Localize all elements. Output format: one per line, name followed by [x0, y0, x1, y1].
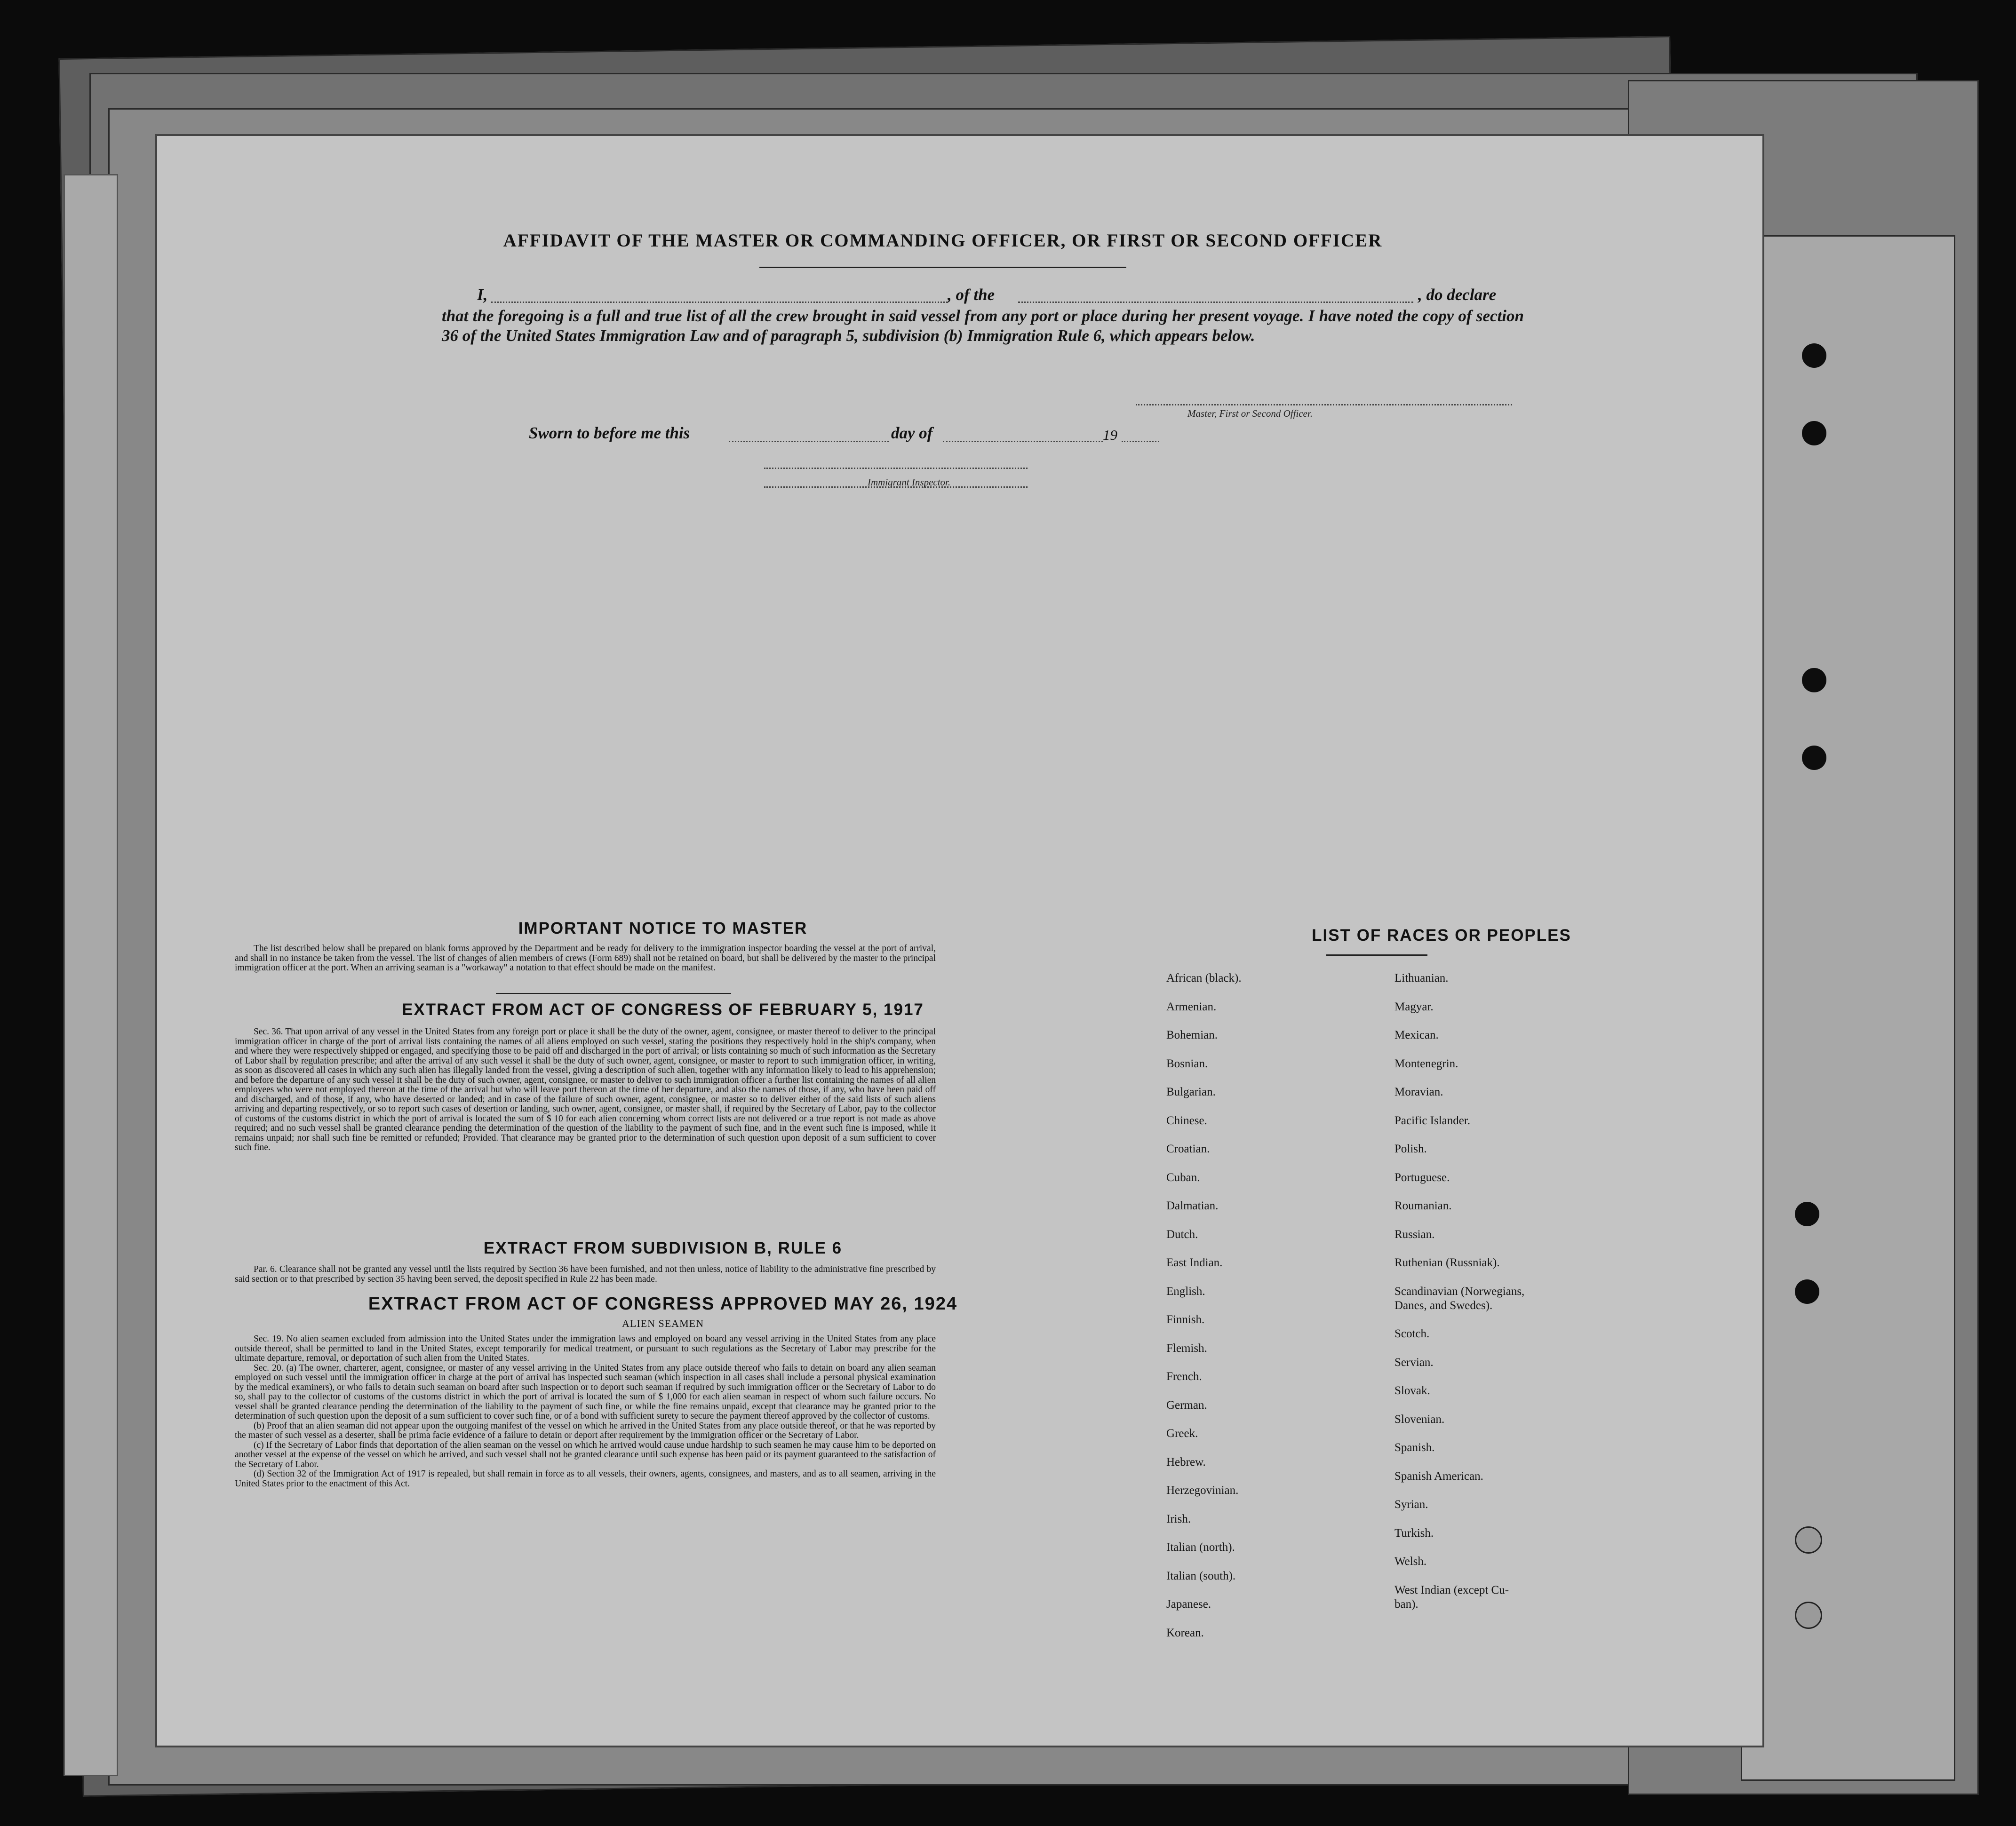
race-list-item: Herzegovinian. [1166, 1484, 1239, 1497]
race-list-item: Slovenian. [1394, 1413, 1445, 1426]
inspector-signature-line[interactable] [764, 468, 1028, 469]
race-list-item: Mexican. [1394, 1029, 1439, 1041]
race-list-item: Finnish. [1166, 1313, 1205, 1326]
sec-20d-paragraph: (d) Section 32 of the Immigration Act of 1917 is repealed, but shall remain in force as to all vessels, their owners, agents, consignees, and masters, and as to all seamen, arriving in the United States prior to the enactment of this Act. [235, 1469, 936, 1489]
race-list-item: Italian (north). [1166, 1541, 1235, 1554]
name-blank-line[interactable] [491, 302, 948, 303]
punch-hole [1795, 1602, 1822, 1629]
declaration-of-the: , of the [948, 286, 995, 304]
punch-hole [1802, 343, 1826, 368]
extract-1924-text [235, 1334, 936, 1489]
race-list-item: Scandinavian (Norwegians, [1394, 1285, 1525, 1298]
race-list-item: Welsh. [1394, 1555, 1427, 1568]
sec-20c-paragraph: (c) If the Secretary of Labor finds that deportation of the alien seaman on the vessel on which he arrived would cause undue hardship to such seamen he may cause him to be deported on another vessel at the expense of the vessel on which he arrived, and such vessel shall not be granted clearance until such expense has been paid or its payment guaranteed to the satisfaction of the Secretary of Labor. [235, 1440, 936, 1469]
extract-rule6-text: Par. 6. Clearance shall not be granted any vessel until the lists required by Section 36 have been furnished, and not then unless, notice of liability to the administrative fine prescribed by said section or to that prescribed by section 35 having been served, the deposit specified in Rule 22 has been made. [235, 1264, 936, 1284]
punch-hole [1802, 421, 1826, 445]
race-list-item: Turkish. [1394, 1526, 1434, 1540]
punch-hole [1795, 1202, 1819, 1226]
left-edge-page [64, 174, 118, 1776]
race-list-item: Montenegrin. [1394, 1057, 1458, 1070]
race-list-item: German. [1166, 1398, 1207, 1412]
sec-20a-paragraph: Sec. 20. (a) The owner, charterer, agent, consignee, or master of any vessel arriving in the United States from any place outside thereof who fails to detain on board any alien seaman employed on such vessel until the immigration officer in charge at the port of arrival has inspected such seaman (which inspection in all cases shall include a personal physical examination by the medical examiners), or who fails to detain such seaman on board after such inspection or to deport such seaman if required by such immigration officer or the Secretary of Labor to do so, shall pay to the collector of customs of the customs district in which the port of arrival is located the sum of $ 1,000 for each alien seaman in respect of whom such failure occurs. No vessel shall be granted clearance pending the determination of the liability to the payment of such fine, or while the fine remains unpaid, except that clearance may be granted prior to the determination of such question upon the deposit of a sum sufficient to cover such fine, or of a bond with sufficient surety to secure the payment thereof approved by the collector of customs. [235, 1363, 936, 1421]
race-list-item: Russian. [1394, 1228, 1435, 1241]
race-list-item: Pacific Islander. [1394, 1114, 1471, 1127]
sworn-month-blank[interactable] [943, 441, 1103, 442]
race-list-item: Chinese. [1166, 1114, 1207, 1127]
declaration-body: that the foregoing is a full and true list of all the crew brought in said vessel from any port or place during her present voyage. I have noted the copy of section 36 of the United States Immigration Law and of paragraph 5, subdivision (b) Immigration Rule 6, which appears below. [442, 307, 1524, 345]
sworn-year-blank[interactable] [1122, 441, 1159, 442]
day-of-text: day of [891, 424, 933, 442]
extract-rule6-title: EXTRACT FROM SUBDIVISION B, RULE 6 [483, 1239, 843, 1257]
race-list-item: African (black). [1166, 972, 1242, 984]
race-list-item: Cuban. [1166, 1171, 1200, 1184]
race-list-item: Ruthenian (Russniak). [1394, 1256, 1500, 1269]
race-list-item: Spanish. [1394, 1441, 1435, 1454]
race-list-item: Lithuanian. [1394, 972, 1449, 984]
race-list-item: ban). [1394, 1597, 1418, 1611]
extract-1924-title: EXTRACT FROM ACT OF CONGRESS APPROVED MAY 26, 1924 [368, 1294, 958, 1314]
race-list-item: Spanish American. [1394, 1469, 1483, 1483]
title-underline [759, 267, 1126, 268]
sworn-day-blank[interactable] [729, 441, 889, 442]
race-list-item: Danes, and Swedes). [1394, 1299, 1493, 1312]
affidavit-title: AFFIDAVIT OF THE MASTER OR COMMANDING OFFICER, OR FIRST OR SECOND OFFICER [503, 230, 1383, 251]
race-list-item: Scotch. [1394, 1327, 1430, 1340]
extract-1917-title: EXTRACT FROM ACT OF CONGRESS OF FEBRUARY 5, 1917 [402, 1000, 924, 1019]
signer-caption: Master, First or Second Officer. [1187, 408, 1313, 419]
document-sheet [155, 134, 1764, 1747]
section-36-label: Sec. 36. [254, 1027, 283, 1037]
race-list-item: Moravian. [1394, 1086, 1443, 1098]
sec-19-paragraph: Sec. 19. No alien seamen excluded from admission into the United States under the immigration laws and employed on board any vessel arriving in the United States from any place outside thereof, shall be permitted to land in the United States, except temporarily for medical treatment, or pursuant to such regulations as the Secretary of Labor may prescribe for the ultimate departure, removal, or deportation of such alien from the United States. [235, 1334, 936, 1363]
race-list-item: Bohemian. [1166, 1029, 1218, 1041]
race-list-item: Greek. [1166, 1427, 1198, 1440]
race-list-item: Korean. [1166, 1626, 1204, 1639]
race-list-item: Polish. [1394, 1143, 1427, 1155]
declaration-do-declare: , do declare [1418, 286, 1497, 304]
races-underline [1326, 954, 1427, 956]
race-list-item: Bosnian. [1166, 1057, 1208, 1070]
vessel-blank-line[interactable] [1018, 302, 1413, 303]
year-prefix: 19 [1103, 427, 1117, 443]
race-list-item: Magyar. [1394, 1000, 1434, 1013]
race-list-item: Portuguese. [1394, 1171, 1450, 1184]
race-list-item: Servian. [1394, 1356, 1434, 1369]
punch-hole [1795, 1526, 1822, 1554]
right-edge-page-light [1741, 235, 1955, 1781]
race-list-item: Armenian. [1166, 1000, 1217, 1013]
race-list-item: Japanese. [1166, 1598, 1211, 1611]
par-6-label: Par. 6. [254, 1264, 277, 1274]
race-list-item: Irish. [1166, 1512, 1191, 1525]
race-list-item: West Indian (except Cu- [1394, 1583, 1509, 1596]
race-list-item: French. [1166, 1370, 1202, 1383]
punch-hole [1795, 1279, 1819, 1304]
punch-hole [1802, 668, 1826, 692]
race-list-item: Dutch. [1166, 1228, 1198, 1241]
punch-hole [1802, 746, 1826, 770]
race-list-item: Flemish. [1166, 1342, 1207, 1355]
extract-1917-text: Sec. 36. That upon arrival of any vessel in the United States from any foreign port or place it shall be the duty of the owner, agent, consignee, or master thereof to deliver to the principal immigration officer in charge of the port of arrival lists containing the names of all aliens employed on such vessel, stating the positions they respectively hold in the ship's company, when and where they were respectively shipped or engaged, and specifying those to be paid off and discharged in the port of arrival; or lists containing so much of such information as the Secretary of Labor shall by regulation prescribe; and after the arrival of any such vessel it shall be the duty of such owner, agent, consignee, or master to report to such immigration officer, in writing, as soon as discovered all cases in which any such alien has illegally landed from the vessel, giving a description of such alien, together with any information likely to lead to his apprehension; and before the departure of any such vessel it shall be the duty of such owner, agent, consignee, or master to deliver to such immigration officer a further list containing the names of all alien employees who were not employed thereon at the time of the arrival but who will leave port thereon at the time of her departure, and also the names of those, if any, who have been paid off and discharged, and of those, if any, who have deserted or landed; and in case of the failure of such owner, agent, consignee, or master so to deliver either of the said lists of such aliens arriving and departing respectively, or so to report such cases of desertion or landing, such owner, agent, consignee, or master shall, if required by the Secretary of Labor, pay to the collector of customs of the customs district in which the port of arrival is located the sum of $ 10 for each alien concerning whom correct lists are not delivered or a true report is not made as above required; and no such vessel shall be granted clearance pending the determination of the question of the liability to the payment of such fine, and in the event such fine is imposed, while it remains unpaid; nor shall such fine be remitted or refunded; Provided. That clearance may be granted prior to the determination of such question upon deposit of a sum sufficient to cover such fine. [235, 1027, 936, 1152]
declaration-i: I, [477, 286, 488, 304]
race-list-item: Dalmatian. [1166, 1199, 1219, 1212]
race-list-item: Italian (south). [1166, 1569, 1236, 1582]
signature-blank-line[interactable] [1136, 404, 1512, 405]
race-list-item: Slovak. [1394, 1384, 1430, 1397]
race-list-item: Hebrew. [1166, 1455, 1206, 1469]
sworn-text: Sworn to before me this [529, 424, 690, 442]
races-title: LIST OF RACES OR PEOPLES [1312, 926, 1571, 945]
race-list-item: Croatian. [1166, 1143, 1210, 1155]
race-list-item: Roumanian. [1394, 1199, 1452, 1212]
race-list-item: English. [1166, 1285, 1205, 1298]
notice-text: The list described below shall be prepared on blank forms approved by the Department and be ready for delivery to the immigration inspector boarding the vessel at the port of arrival, and shall in no instance be taken from the vessel. The list of changes of alien members of crews (Form 689) shall not be retained on board, but shall be delivered by the master to the principal immigration officer at the port. When an arriving seaman is a "workaway" a notation to that effect should be made on the manifest. [235, 944, 936, 973]
race-list-item: East Indian. [1166, 1256, 1223, 1269]
race-list-item: Bulgarian. [1166, 1086, 1216, 1098]
inspector-caption: Immigrant Inspector. [868, 476, 951, 488]
race-list-item: Syrian. [1394, 1498, 1428, 1511]
sec-20b-paragraph: (b) Proof that an alien seaman did not appear upon the outgoing manifest of the vessel on which he arrived in the United States from any place outside thereof, or that he was reported by the master of such vessel as a deserter, shall be prima facie evidence of a failure to detain or deport after requirement by the immigration officer or the Secretary of Labor. [235, 1421, 936, 1440]
notice-title: IMPORTANT NOTICE TO MASTER [518, 919, 808, 937]
alien-seamen-subtitle: ALIEN SEAMEN [622, 1318, 704, 1329]
notice-divider [496, 993, 731, 994]
